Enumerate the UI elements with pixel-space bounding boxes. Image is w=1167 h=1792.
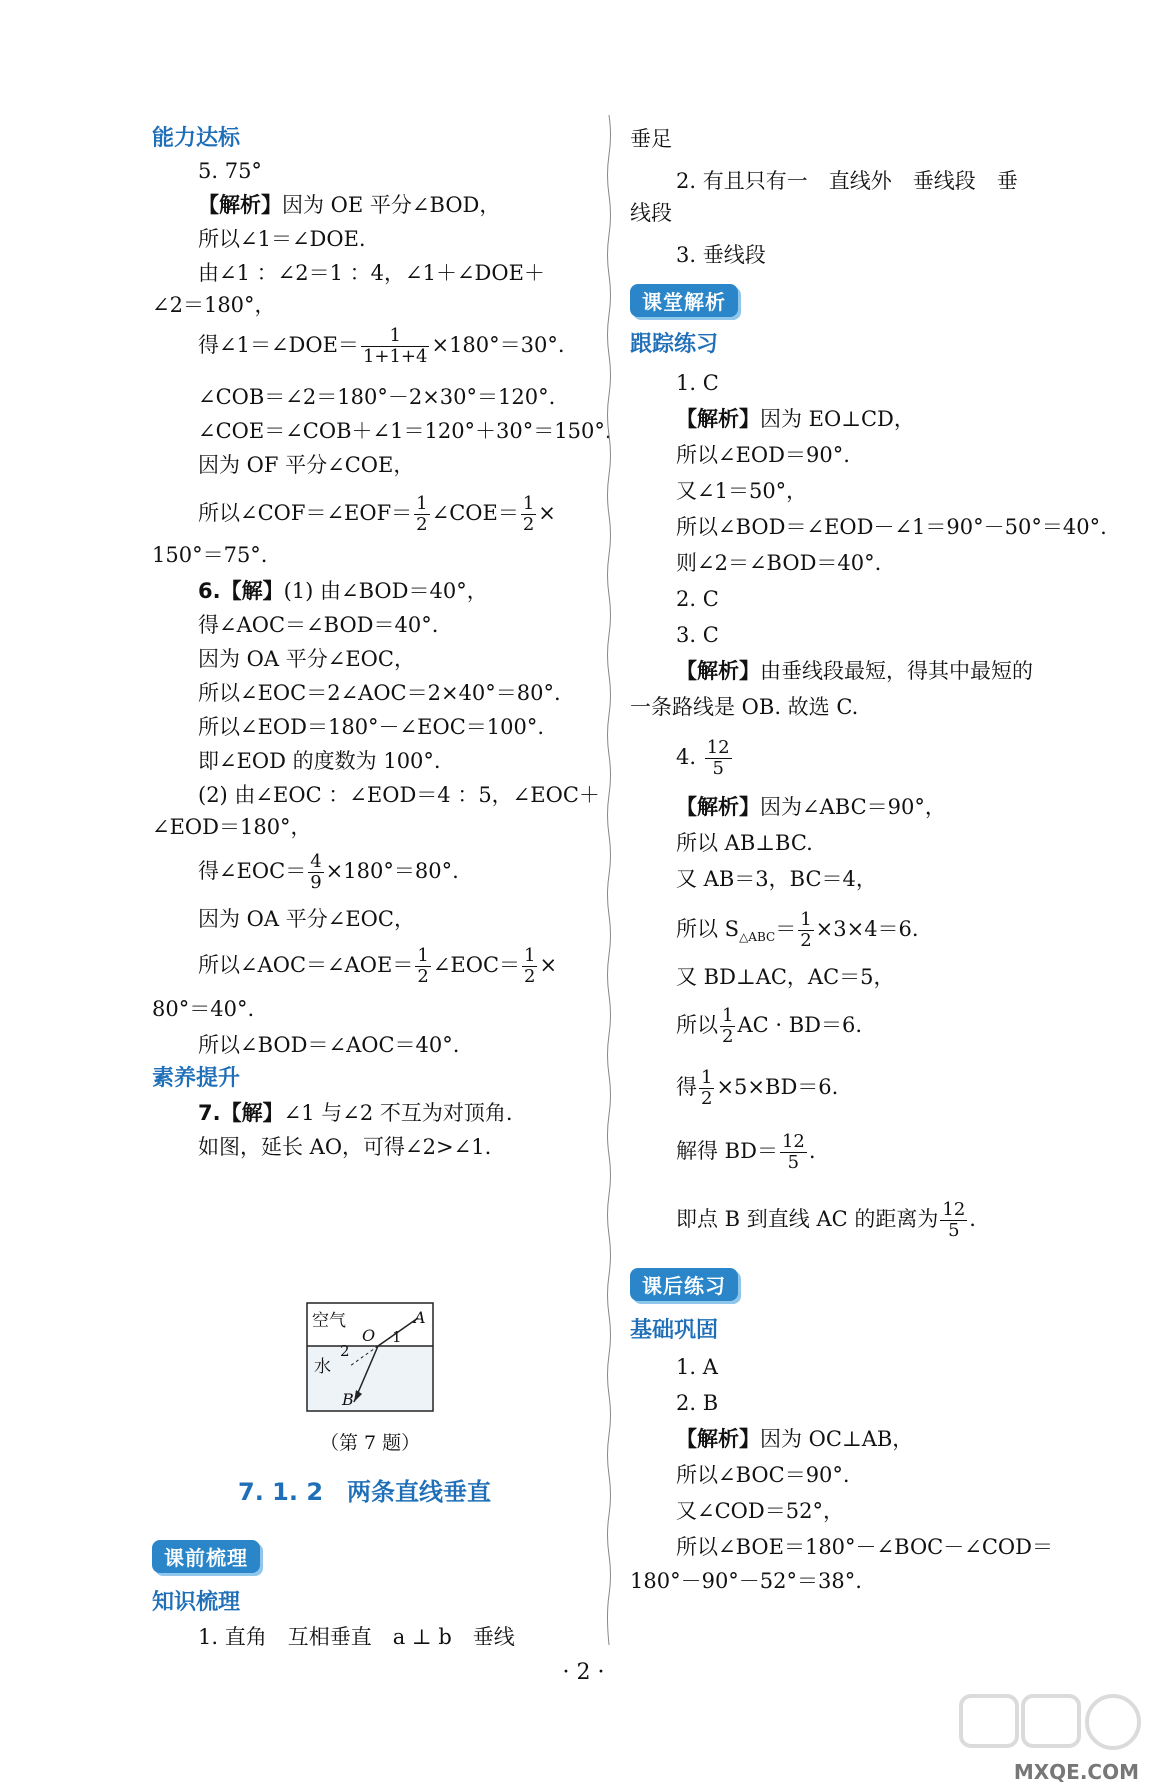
column-divider: [606, 115, 612, 1645]
t1-analysis: 【解析】因为 EO⊥CD，: [676, 407, 915, 431]
text-line: 因为 OF 平分∠COE，: [198, 453, 415, 477]
fraction: $\frac{12}{5}$: [706, 737, 730, 779]
text-line: (2) 由∠EOC ：∠EOD＝4 ：5，∠EOC＋: [198, 783, 600, 807]
fraction: $\frac{12}{5}$: [942, 1199, 966, 1241]
q6-line: 6.【解】(1) 由∠BOD＝40°，: [198, 579, 488, 603]
text-line: 所以∠BOD＝∠EOD－∠1＝90°－50°＝40°.: [676, 515, 1107, 539]
t4-answer: 4. $\frac{12}{5}$: [676, 737, 730, 779]
text-line: 垂足: [630, 127, 672, 151]
fraction: $\frac{1}{1+1+4}$: [362, 325, 428, 367]
text-line: 3. 垂线段: [676, 243, 766, 267]
t2-answer: 2. C: [676, 587, 719, 611]
page-number: · 2 ·: [562, 1660, 605, 1685]
text-line-fraction: 所以∠AOC＝∠AOE＝ $\frac{1}{2}$ ∠EOC＝ $\frac{1}{2}$ ×: [198, 945, 558, 987]
text-line-fraction: 即点 B 到直线 AC 的距离为 $\frac{12}{5}$ .: [676, 1199, 976, 1241]
text-line: 所以∠BOE＝180°－∠BOC－∠COD＝: [676, 1535, 1053, 1559]
text-line: 一条路线是 OB. 故选 C.: [630, 695, 859, 719]
text-line: 所以∠BOD＝∠AOC＝40°.: [198, 1033, 460, 1057]
text-line: 如图，延长 AO，可得∠2>∠1.: [198, 1135, 492, 1159]
text-line: 1. 直角 互相垂直 a ⊥ b 垂线: [198, 1625, 515, 1649]
text-line: ∠COB＝∠2＝180°－2×30°＝120°.: [198, 385, 556, 409]
fraction: $\frac{1}{2}$: [417, 945, 429, 987]
text-line: 180°－90°－52°＝38°.: [630, 1569, 862, 1593]
t1-answer: 1. C: [676, 371, 719, 395]
fraction: $\frac{4}{9}$: [310, 851, 322, 893]
heading-knowledge: 知识梳理: [152, 1590, 241, 1615]
text-line-fraction: 所以 $\frac{1}{2}$ AC · BD＝6.: [676, 1005, 863, 1047]
text-line-fraction: 所以 $S_{\triangle ABC}=$ $\frac{1}{2}$ ×3×4＝6.: [676, 909, 919, 951]
tag-in-class: 课堂解析: [630, 284, 738, 317]
label-air: 空气: [312, 1311, 346, 1331]
text-line: 即∠EOD 的度数为 100°.: [198, 749, 441, 773]
heading-basic: 基础巩固: [630, 1318, 719, 1343]
text-line: 又 AB＝3，BC＝4，: [676, 867, 877, 891]
fraction: $\frac{1}{2}$: [701, 1067, 713, 1109]
text-line: 所以∠BOC＝90°.: [676, 1463, 850, 1487]
t3-answer: 3. C: [676, 623, 719, 647]
b2-answer: 2. B: [676, 1391, 719, 1415]
t3-analysis: 【解析】由垂线段最短，得其中最短的: [676, 659, 1033, 683]
text-line: 因为 OA 平分∠EOC，: [198, 647, 415, 671]
q5-answer: 5. 75°: [198, 159, 262, 183]
fraction: $\frac{1}{2}$: [800, 909, 812, 951]
text-line-fraction: 得 $\frac{1}{2}$ ×5×BD＝6.: [676, 1067, 839, 1109]
text-line: ∠COE＝∠COB＋∠1＝120°＋30°＝150°.: [198, 419, 612, 443]
heading-literacy: 素养提升: [152, 1066, 241, 1091]
q5-analysis-line: 【解析】因为 OE 平分∠BOD，: [198, 193, 501, 217]
text-line: 则∠2＝∠BOD＝40°.: [676, 551, 882, 575]
angle-1-label: 1: [392, 1328, 402, 1346]
fraction: $\frac{1}{2}$: [722, 1005, 734, 1047]
watermark-text: MXQE.COM: [1013, 1760, 1139, 1784]
figure-caption: （第 7 题）: [320, 1432, 421, 1454]
text-line: 所以 AB⊥BC.: [676, 831, 813, 855]
q7-line: 7.【解】∠1 与∠2 不互为对顶角.: [198, 1101, 513, 1125]
text-line: 线段: [630, 201, 672, 225]
label-B: B: [342, 1390, 354, 1409]
text-line: 又∠COD＝52°，: [676, 1499, 844, 1523]
label-O: O: [362, 1326, 376, 1345]
label-water: 水: [314, 1357, 331, 1377]
t4-analysis: 【解析】因为∠ABC＝90°，: [676, 795, 946, 819]
refraction-figure: [306, 1302, 434, 1412]
text-line: 由∠1 ：∠2＝1 ：4，∠1＋∠DOE＋: [198, 261, 545, 285]
heading-ability: 能力达标: [152, 126, 241, 151]
text-line-fraction: 解得 BD＝ $\frac{12}{5}$ .: [676, 1131, 816, 1173]
text-line: 又∠1＝50°，: [676, 479, 808, 503]
text-line: 80°＝40°.: [152, 997, 255, 1021]
text-line-fraction: 所以∠COF＝∠EOF＝ $\frac{1}{2}$ ∠COE＝ $\frac{1}{2}$ ×: [198, 493, 556, 535]
fraction: $\frac{1}{2}$: [524, 945, 536, 987]
text-line: ∠2＝180°，: [152, 293, 276, 317]
label-A: A: [414, 1308, 426, 1327]
text-line: 150°＝75°.: [152, 543, 268, 567]
fraction: $\frac{12}{5}$: [781, 1131, 805, 1173]
analysis-label: 【解析】: [198, 193, 282, 217]
text-line: 得∠AOC＝∠BOD＝40°.: [198, 613, 439, 637]
fraction: $\frac{1}{2}$: [522, 493, 535, 535]
tag-after-class: 课后练习: [630, 1268, 738, 1301]
heading-track: 跟踪练习: [630, 332, 719, 357]
section-title: 7. 1. 2 两条直线垂直: [238, 1478, 492, 1506]
b1-answer: 1. A: [676, 1355, 718, 1379]
text-line: 所以∠EOC＝2∠AOC＝2×40°＝80°.: [198, 681, 561, 705]
text-line: ∠EOD＝180°，: [152, 815, 312, 839]
text-line-fraction: 得∠1＝∠DOE＝ $\frac{1}{1+1+4}$ ×180°＝30°.: [198, 325, 565, 367]
text-line: 又 BD⊥AC，AC＝5，: [676, 965, 895, 989]
b2-analysis: 【解析】因为 OC⊥AB，: [676, 1427, 914, 1451]
tag-pre-class: 课前梳理: [152, 1540, 260, 1573]
angle-2-label: 2: [340, 1342, 350, 1360]
text-line: 2. 有且只有一 直线外 垂线段 垂: [676, 169, 1018, 193]
text-line: 所以∠EOD＝90°.: [676, 443, 850, 467]
text-line: 因为 OA 平分∠EOC，: [198, 907, 415, 931]
text-line: 所以∠1＝∠DOE.: [198, 227, 366, 251]
text-line-fraction: 得∠EOC＝ $\frac{4}{9}$ ×180°＝80°.: [198, 851, 459, 893]
text-line: 所以∠EOD＝180°－∠EOC＝100°.: [198, 715, 545, 739]
fraction: $\frac{1}{2}$: [416, 493, 428, 535]
